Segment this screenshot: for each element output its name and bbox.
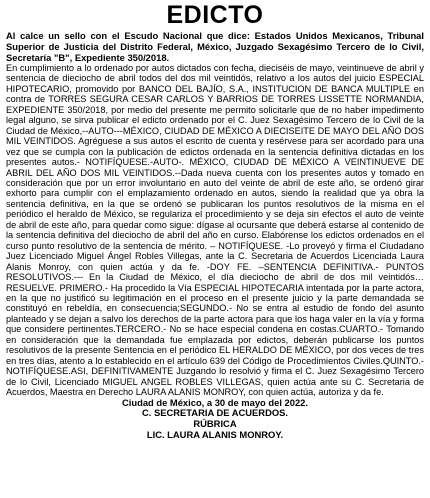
edict-title: EDICTO — [166, 1, 264, 29]
secretary-title: C. SECRETARIA DE ACUERDOS. — [141, 407, 288, 419]
seal-header-paragraph: Al calce un sello con el Escudo Nacional que dice: Estados Unidos Mexicanos, Tribunal Superior de Justicia del Distrito Federal, México, Juzgado Sexagésimo Tercero de lo Civil, Secretaría "B", Expediente 350/2018. — [6, 30, 424, 63]
edict-body-paragraph: En cumplimiento a lo ordenado por autos dictados con fecha, dieciséis de mayo, veintinueve de abril y sentencia de dieciocho de abril todos del dos mil veintidós, relativo a los autos del juicio ESPECIAL HIPOTECARIO, promovido por BANCO DEL BAJÍO, S.A., INSTITUCION DE BANCA MULTIPLE en contra de TORRES SEGURA CESAR CARLOS Y BARRIOS DE TORRES LISSETTE NORMANDIA, EXPEDIENTE 350/2018, por medio del presente me permito solicitarle que de no haber impedimento legal alguno, se sirva publicar el edicto ordenado por el C. Juez Sexagésimo Tercero de lo Civil de la Ciudad de México,--AUTO---MÉXICO, CIUDAD DE MÉXICO A DIECISEITE DE MAYO DEL AÑO DOS MIL VEINTIDOS. Agréguese a sus autos el escrito de cuenta y resérvese para ser acordado para una vez que se cumpla con la publicación de edictos ordenada en la sentencia definitiva dictadas en los presentes autos.- NOTIFÍQUESE.-AUTO-. MÉXICO, CIUDAD DE MÉXICO A VEINTINUEVE DE ABRIL DEL AÑO DOS MIL VEINTIDOS.--Dada nueva cuenta con los presentes autos y tomado en consideración que por un error involuntario en auto del veinte de abril de este año, se ordenó girar exhorto para cumplir con el emplazamiento ordenado en autos, siendo la realidad que ya obra la sentencia definitiva, en la que se ordenó se publicaran los puntos resolutivos de la misma en el periódico el heraldo de México, se regulariza el procedimiento y se deja sin efectos el auto de veinte de abril de este año, para quedar como sigue: dígase al ocursante que deberá estarse al contenido de la sentencia definitiva del dieciocho de abril del año en curso. Elabórense los edictos ordenados en el curso punto resolutivo de la sentencia de mérito. – NOTIFÍQUESE. -Lo proveyó y firma el Ciudadano Juez Licenciado Miguel Ángel Robles Villegas, ante la C. Secretaria de Acuerdos Licenciada Laura Alanis Monroy, con quien actúa y da fe. -DOY FE. –SENTENCIA DEFINITIVA.- PUNTOS RESOLUTIVOS.--- En la Ciudad de México, el día dieciocho de abril de dos mil veintidós… RESUELVE. PRIMERO.- Ha procedido la Vía ESPECIAL HIPOTECARIA intentada por la parte actora, en la que no justificó su legitimación en el proceso en el presente juicio y la parte demandada se constituyó en rebeldía, en consecuencia;SEGUNDO.- No se entra al estudio de fondo del asunto planteado y se dejan a salvo los derechos de la parte actora para que los haga valer en la vía y forma que considere pertinentes.TERCERO.- No se hace especial condena en costas.CUARTO.- Tomando en consideración que la demandada fue emplazada por edictos, deberán publicarse los puntos resolutivos de la presente Sentencia en el periódico EL HERALDO DE MÉXICO, por dos veces de tres en tres días, atento a lo establecido en el artículo 639 del Código de Procedimientos Civiles.QUINTO.- NOTIFÍQUESE.ASI, DEFINITIVAMENTE Juzgando lo resolvió y firma el C. Juez Sexagésimo Tercero de lo Civil, Licenciado MIGUEL ANGEL ROBLES VILLEGAS, quien actúa ante su C. Secretaria de Acuerdos, Maestra en Derecho LAURA ALANIS MONROY, con quien actúa, autoriza y da fe. — [6, 63, 424, 398]
signer-name: LIC. LAURA ALANIS MONROY. — [146, 428, 284, 440]
signature-block — [6, 398, 424, 441]
place-date-line: Ciudad de México, a 30 de mayo del 2022. — [121, 396, 308, 408]
signature-mark: RÚBRICA — [193, 418, 237, 430]
